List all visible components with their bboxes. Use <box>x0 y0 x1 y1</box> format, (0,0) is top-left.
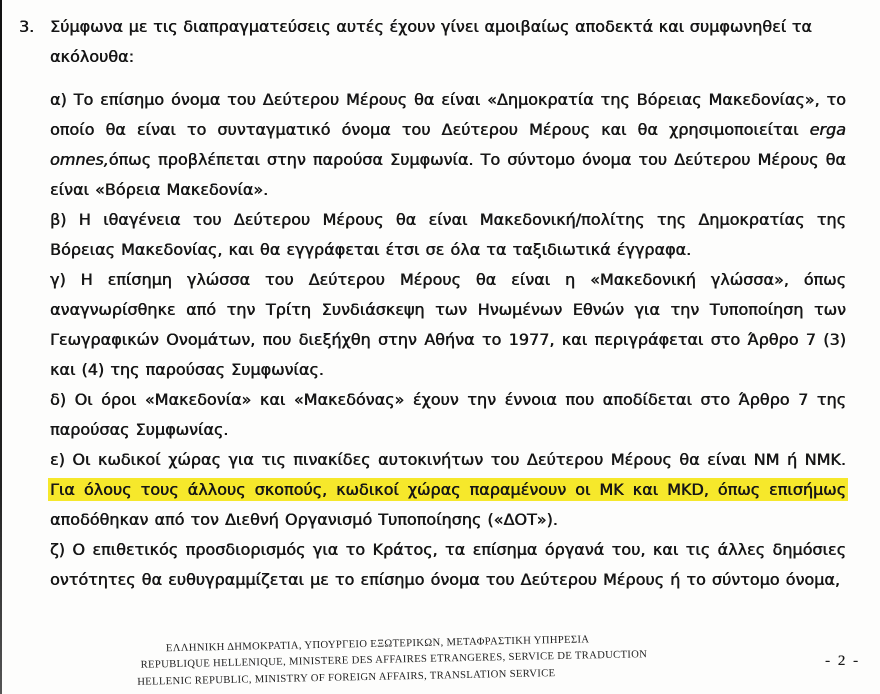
paragraph-text: α) Το επίσημο όνομα του Δεύτερου Μέρους θα είναι «Δημοκρατία της Βόρειας Μακεδονίας», το οποίο θα είναι το συνταγματικό όνομα του Δεύτερου Μέρους και θα χρησιμοποιείται <box>50 90 846 139</box>
paragraph-text: ζ) Ο επιθετικός προσδιορισμός για το Κράτος, τα επίσημα όργανά του, και τις άλλες δημόσιες οντότητες θα ευθυγραμμίζεται με το επίσημο όνομα του Δεύτερου Μέρους ή το σύντομο όνομα, <box>50 540 846 589</box>
intro-paragraph: Σύμφωνα με τις διαπραγματεύσεις αυτές έχουν γίνει αμοιβαίως αποδεκτά και συμφωνηθεί τα ακόλουθα: <box>50 17 812 66</box>
paragraph-d <box>50 385 846 445</box>
item-number: 3. <box>19 17 35 36</box>
highlighted-text: Για όλους τους άλλους σκοπούς, κωδικοί χώρας παραμένουν οι ΜΚ και MKD, όπως επισήμως <box>50 480 846 499</box>
stamp-line-french: REPUBLIQUE HELLENIQUE, MINISTERE DES AFFAIRES ETRANGERES, SERVICE DE TRADUCTION <box>140 649 648 671</box>
paragraph-text: αποδόθηκαν από τον Διεθνή Οργανισμό Τυποποίησης («ΔΟΤ»). <box>50 510 558 529</box>
stamp-line-english: HELLENIC REPUBLIC, MINISTRY OF FOREIGN AFFAIRS, TRANSLATION SERVICE <box>137 668 556 688</box>
paragraph-text: ε) Οι κωδικοί χώρας για τις πινακίδες αυτοκινήτων του Δεύτερου Μέρους θα είναι ΝΜ ή ΝΜΚ. <box>50 450 846 469</box>
page-number: - 2 - <box>825 653 860 669</box>
italic-text: erga omnes, <box>50 120 846 169</box>
paragraph-text: δ) Οι όροι «Μακεδονία» και «Μακεδόνας» έχουν την έννοια που αποδίδεται στο Άρθρο 7 της παρούσας Συμφωνίας. <box>50 390 846 439</box>
paragraph-b <box>50 205 846 265</box>
document-body <box>19 12 846 595</box>
paragraphs <box>50 85 846 595</box>
scan-edge-artifact <box>0 0 2 694</box>
paragraph-z <box>50 535 846 595</box>
stamp-line-greek: ΕΛΛΗΝΙΚΗ ΔΗΜΟΚΡΑΤΙΑ, ΥΠΟΥΡΓΕΙΟ ΕΞΩΤΕΡΙΚΩΝ, ΜΕΤΑΦΡΑΣΤΙΚΗ ΥΠΗΡΕΣΙΑ <box>165 634 590 655</box>
paragraph-text: όπως προβλέπεται στην παρούσα Συμφωνία. Το σύντομο όνομα του Δεύτερου Μέρους θα είναι «Βόρεια Μακεδονία». <box>50 150 846 199</box>
paragraph-e <box>50 445 846 535</box>
paragraph-a <box>50 85 846 205</box>
paragraph-c <box>50 265 846 385</box>
paragraph-text: β) Η ιθαγένεια του Δεύτερου Μέρους θα είναι Μακεδονική/πολίτης της Δημοκρατίας της Βόρειας Μακεδονίας, και θα εγγράφεται έτσι σε όλα τα ταξιδιωτικά έγγραφα. <box>50 210 846 259</box>
translation-service-stamp <box>128 632 648 691</box>
paragraph-text: γ) Η επίσημη γλώσσα του Δεύτερου Μέρους θα είναι η «Μακεδονική γλώσσα», όπως αναγνωρίσθηκε από την Τρίτη Συνδιάσκεψη των Ηνωμένων Εθνών για την Τυποποίηση των Γεωγραφικών Ονομάτων, που διεξήχθη στην Αθήνα το 1977, και περιγράφεται στο Άρθρο 7 (3) και (4) της παρούσας Συμφωνίας. <box>50 270 846 379</box>
